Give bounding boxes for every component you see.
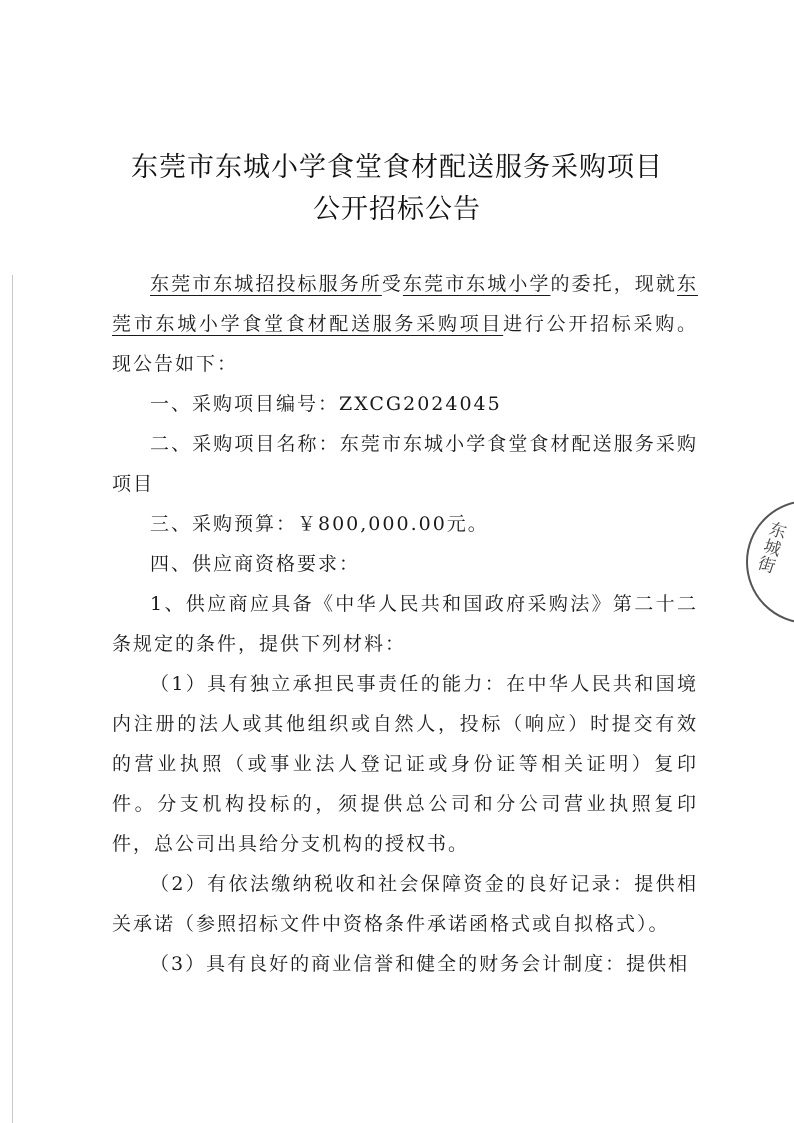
requirement-1: 1、供应商应具备《中华人民共和国政府采购法》第二十二条规定的条件，提供下列材料：	[112, 593, 698, 655]
seal-text: 东城街	[752, 518, 788, 576]
intro-text-1: 受	[381, 273, 403, 295]
scan-edge-line	[12, 275, 13, 1123]
page-title-line2: 公开招标公告	[313, 194, 481, 225]
requirement-1-1: （1）具有独立承担民事责任的能力：在中华人民共和国境内注册的法人或其他组织或自然人，投标（响应）时提交有效的营业执照（或事业法人登记证或身份证等相关证明）复印件。分支机构投标的，须提供总公司和分公司营业执照复印件，总公司出具给分支机构的授权书。	[112, 673, 698, 855]
intro-text-3: 进行公开招标采购。现公告如下：	[112, 313, 698, 375]
requirement-1-3: （3）具有良好的商业信誉和健全的财务会计制度：提供相	[150, 953, 690, 975]
item-project-code: 一、采购项目编号：ZXCG2024045	[150, 393, 502, 415]
page-title-line1: 东莞市东城小学食堂食材配送服务采购项目	[131, 152, 663, 183]
item-budget: 三、采购预算：￥800,000.00元。	[150, 513, 489, 535]
item-requirements-heading: 四、供应商资格要求：	[150, 553, 361, 575]
requirement-1-2: （2）有依法缴纳税收和社会保障资金的良好记录：提供相关承诺（参照招标文件中资格条件承诺函格式或自拟格式）。	[112, 873, 698, 935]
intro-text-2: 的委托，现就	[550, 273, 677, 295]
client-name: 东莞市东城小学	[402, 273, 551, 295]
item-project-name: 二、采购项目名称：东莞市东城小学食堂食材配送服务采购项目	[112, 433, 698, 495]
intro-paragraph	[112, 264, 698, 384]
agency-name: 东莞市东城招投标服务所	[150, 273, 382, 295]
project-name: 东莞市东城小学食堂食材配送服务采购项目	[112, 273, 698, 335]
